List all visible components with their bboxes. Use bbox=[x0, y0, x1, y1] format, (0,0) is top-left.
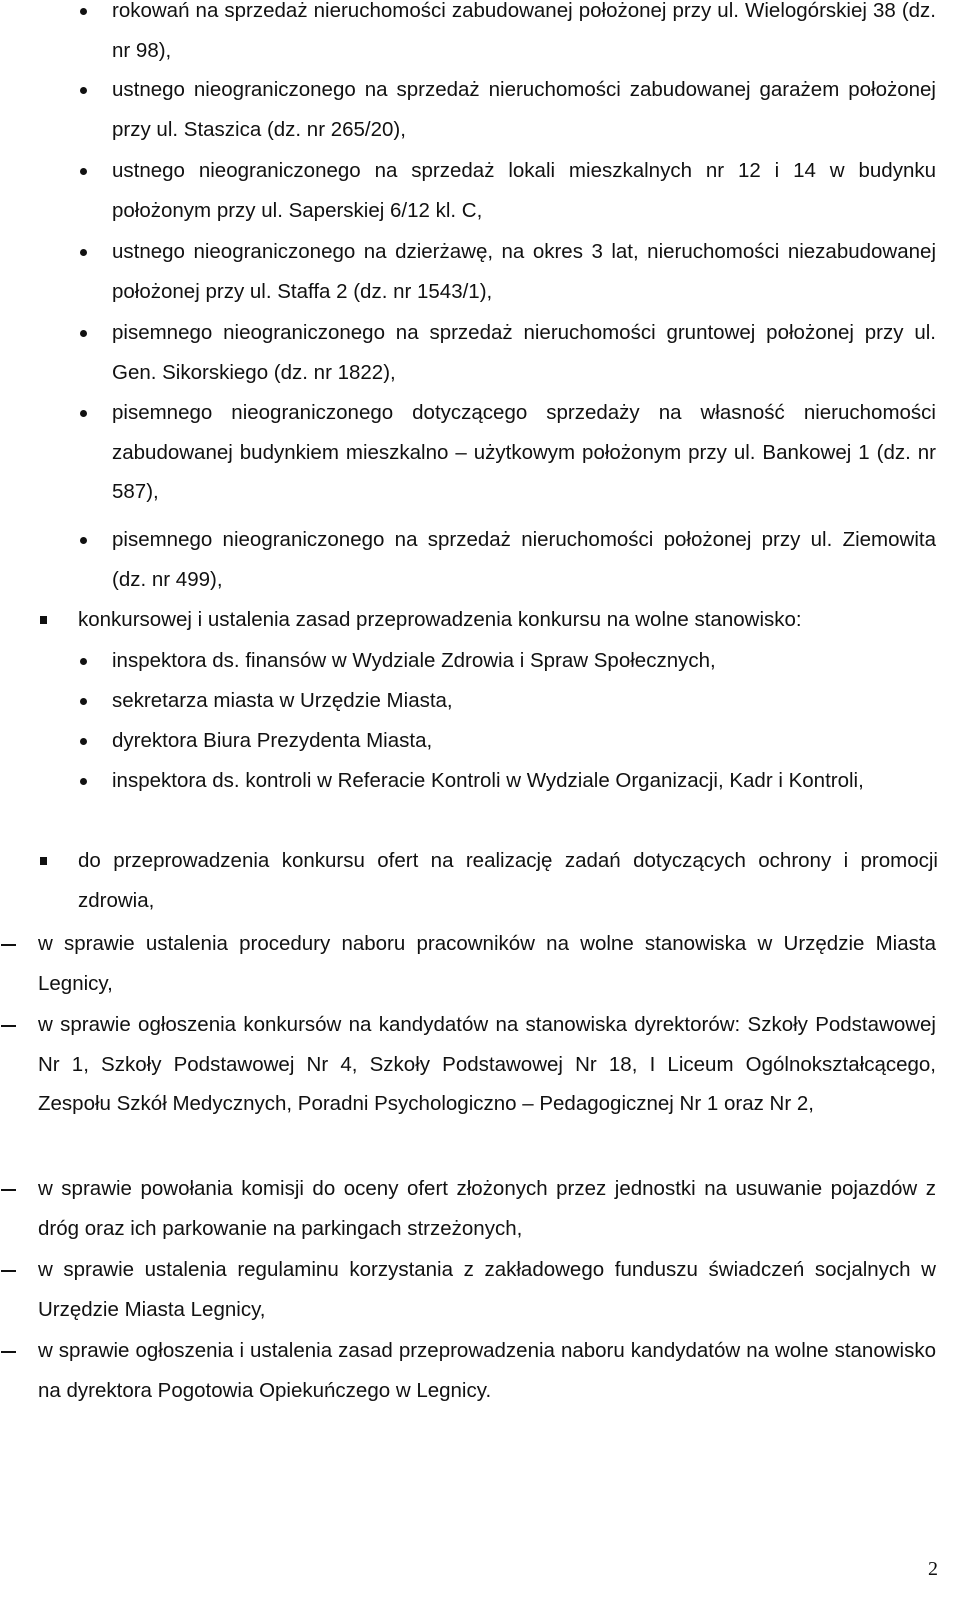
list-item: pisemnego nieograniczonego na sprzedaż nieruchomości położonej przy ul. Ziemowita (dz. nr 499), bbox=[112, 528, 936, 591]
dash-marker bbox=[1, 1351, 16, 1353]
bullet-marker bbox=[80, 8, 87, 15]
square-marker bbox=[40, 616, 47, 624]
bullet-marker bbox=[80, 168, 87, 175]
list-item: pisemnego nieograniczonego dotyczącego sprzedaży na własność nieruchomości zabudowanej budynkiem mieszkalno – użytkowym położonym przy ul. Bankowej 1 (dz. nr 587), bbox=[112, 401, 936, 503]
list-item: w sprawie ustalenia procedury naboru pracowników na wolne stanowiska w Urzędzie Miasta Legnicy, bbox=[38, 932, 936, 995]
bullet-marker bbox=[80, 738, 87, 745]
bullet-marker bbox=[80, 537, 87, 544]
dash-marker bbox=[1, 944, 16, 946]
bullet-marker bbox=[80, 87, 87, 94]
list-item: ustnego nieograniczonego na sprzedaż nieruchomości zabudowanej garażem położonej przy ul. Staszica (dz. nr 265/20), bbox=[112, 78, 936, 141]
bullet-marker bbox=[80, 658, 87, 665]
list-item: do przeprowadzenia konkursu ofert na realizację zadań dotyczących ochrony i promocji zdrowia, bbox=[78, 849, 938, 912]
dash-marker bbox=[1, 1025, 16, 1027]
page-number: 2 bbox=[928, 1558, 938, 1580]
list-item: ustnego nieograniczonego na sprzedaż lokali mieszkalnych nr 12 i 14 w budynku położonym przy ul. Saperskiej 6/12 kl. C, bbox=[112, 159, 936, 222]
list-item: rokowań na sprzedaż nieruchomości zabudowanej położonej przy ul. Wielogórskiej 38 (dz. nr 98), bbox=[112, 0, 936, 62]
square-marker bbox=[40, 857, 47, 865]
list-item: dyrektora Biura Prezydenta Miasta, bbox=[112, 729, 433, 752]
list-item: pisemnego nieograniczonego na sprzedaż nieruchomości gruntowej położonej przy ul. Gen. Sikorskiego (dz. nr 1822), bbox=[112, 321, 936, 384]
list-item: ustnego nieograniczonego na dzierżawę, na okres 3 lat, nieruchomości niezabudowanej położonej przy ul. Staffa 2 (dz. nr 1543/1), bbox=[112, 240, 936, 303]
list-item: sekretarza miasta w Urzędzie Miasta, bbox=[112, 689, 453, 712]
list-item: w sprawie ustalenia regulaminu korzystania z zakładowego funduszu świadczeń socjalnych w Urzędzie Miasta Legnicy, bbox=[38, 1258, 936, 1321]
list-item: inspektora ds. finansów w Wydziale Zdrowia i Spraw Społecznych, bbox=[112, 649, 716, 672]
bullet-marker bbox=[80, 330, 87, 337]
bullet-marker bbox=[80, 778, 87, 785]
list-item: w sprawie ogłoszenia i ustalenia zasad przeprowadzenia naboru kandydatów na wolne stanowisko na dyrektora Pogotowia Opiekuńczego w Legnicy. bbox=[38, 1339, 936, 1402]
bullet-marker bbox=[80, 410, 87, 417]
list-item: w sprawie powołania komisji do oceny ofert złożonych przez jednostki na usuwanie pojazdów z dróg oraz ich parkowanie na parkingach strzeżonych, bbox=[38, 1177, 936, 1240]
bullet-marker bbox=[80, 698, 87, 705]
list-item: w sprawie ogłoszenia konkursów na kandydatów na stanowiska dyrektorów: Szkoły Podstawowej Nr 1, Szkoły Podstawowej Nr 4, Szkoły Podstawowej Nr 18, I Liceum Ogólnokształcącego, Zespołu Szkół Medycznych, Poradni Psychologiczno – Pedagogicznej Nr 1 oraz Nr 2, bbox=[38, 1013, 936, 1115]
bullet-marker bbox=[80, 249, 87, 256]
list-item: inspektora ds. kontroli w Referacie Kontroli w Wydziale Organizacji, Kadr i Kontroli, bbox=[112, 769, 864, 792]
dash-marker bbox=[1, 1270, 16, 1272]
list-item: konkursowej i ustalenia zasad przeprowadzenia konkursu na wolne stanowisko: bbox=[78, 608, 802, 631]
dash-marker bbox=[1, 1189, 16, 1191]
